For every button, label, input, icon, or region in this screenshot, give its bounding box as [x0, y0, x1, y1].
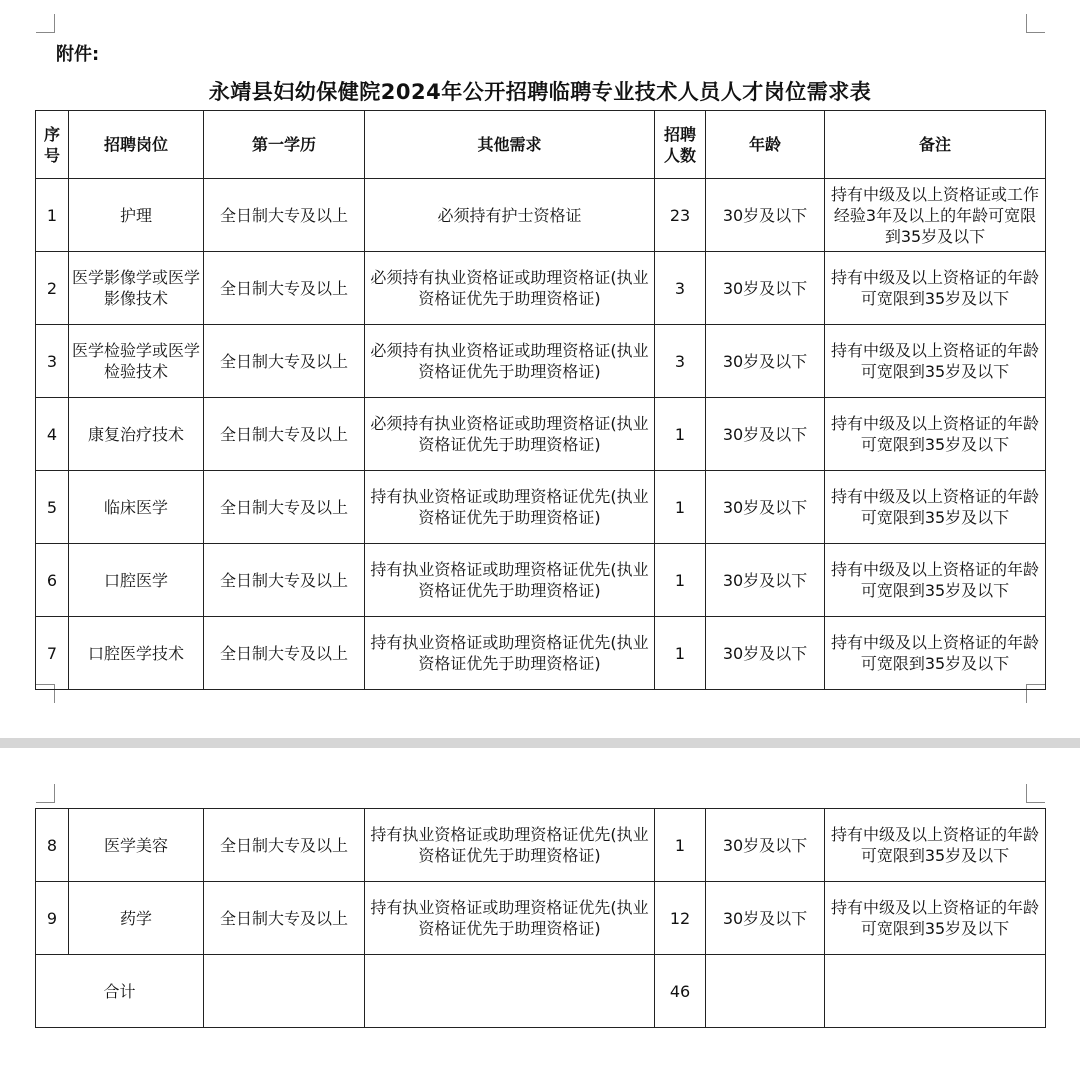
cell-count: 1: [655, 471, 706, 544]
cell-other: 必须持有执业资格证或助理资格证(执业资格证优先于助理资格证): [365, 325, 655, 398]
cell-count: 23: [655, 179, 706, 252]
cell-empty: [825, 955, 1046, 1028]
total-label: 合计: [36, 955, 204, 1028]
table-row: [36, 617, 1046, 690]
header-other-requirements: 其他需求: [365, 111, 655, 179]
cell-position: 口腔医学技术: [69, 617, 204, 690]
recruitment-table-continued: [35, 808, 1046, 1028]
cell-note: 持有中级及以上资格证的年龄可宽限到35岁及以下: [825, 325, 1046, 398]
cell-position: 临床医学: [69, 471, 204, 544]
cell-note: 持有中级及以上资格证的年龄可宽限到35岁及以下: [825, 882, 1046, 955]
header-education: 第一学历: [204, 111, 365, 179]
table-row: [36, 809, 1046, 882]
cell-count: 1: [655, 544, 706, 617]
header-age: 年龄: [706, 111, 825, 179]
cell-empty: [365, 955, 655, 1028]
cell-age: 30岁及以下: [706, 617, 825, 690]
cell-other: 持有执业资格证或助理资格证优先(执业资格证优先于助理资格证): [365, 471, 655, 544]
cell-note: 持有中级及以上资格证的年龄可宽限到35岁及以下: [825, 617, 1046, 690]
cell-note: 持有中级及以上资格证的年龄可宽限到35岁及以下: [825, 544, 1046, 617]
document-title: 永靖县妇幼保健院2024年公开招聘临聘专业技术人员人才岗位需求表: [208, 80, 872, 104]
page-separator: [0, 738, 1080, 748]
cell-empty: [204, 955, 365, 1028]
cell-age: 30岁及以下: [706, 544, 825, 617]
cell-count: 3: [655, 325, 706, 398]
cell-note: 持有中级及以上资格证的年龄可宽限到35岁及以下: [825, 471, 1046, 544]
cell-note: 持有中级及以上资格证或工作经验3年及以上的年龄可宽限到35岁及以下: [825, 179, 1046, 252]
recruitment-table: [35, 110, 1046, 690]
table-row: [36, 325, 1046, 398]
cell-education: 全日制大专及以上: [204, 179, 365, 252]
table-row: [36, 252, 1046, 325]
cell-count: 12: [655, 882, 706, 955]
cell-other: 持有执业资格证或助理资格证优先(执业资格证优先于助理资格证): [365, 882, 655, 955]
header-note: 备注: [825, 111, 1046, 179]
attachment-label: 附件:: [56, 44, 100, 65]
cell-age: 30岁及以下: [706, 809, 825, 882]
table-header-row: [36, 111, 1046, 179]
cell-seq: 7: [36, 617, 69, 690]
cell-education: 全日制大专及以上: [204, 882, 365, 955]
cell-position: 护理: [69, 179, 204, 252]
cell-count: 1: [655, 398, 706, 471]
cell-seq: 8: [36, 809, 69, 882]
cell-other: 持有执业资格证或助理资格证优先(执业资格证优先于助理资格证): [365, 544, 655, 617]
cell-count: 1: [655, 809, 706, 882]
cell-education: 全日制大专及以上: [204, 617, 365, 690]
cell-position: 康复治疗技术: [69, 398, 204, 471]
total-count: 46: [655, 955, 706, 1028]
cell-position: 医学检验学或医学检验技术: [69, 325, 204, 398]
cell-note: 持有中级及以上资格证的年龄可宽限到35岁及以下: [825, 809, 1046, 882]
cell-position: 医学影像学或医学影像技术: [69, 252, 204, 325]
cell-other: 必须持有执业资格证或助理资格证(执业资格证优先于助理资格证): [365, 252, 655, 325]
cell-note: 持有中级及以上资格证的年龄可宽限到35岁及以下: [825, 398, 1046, 471]
table-row: [36, 179, 1046, 252]
table-row: [36, 398, 1046, 471]
cell-age: 30岁及以下: [706, 471, 825, 544]
page-corner-mark: [1026, 14, 1045, 33]
cell-position: 口腔医学: [69, 544, 204, 617]
cell-empty: [706, 955, 825, 1028]
cell-age: 30岁及以下: [706, 252, 825, 325]
cell-position: 医学美容: [69, 809, 204, 882]
cell-other: 必须持有护士资格证: [365, 179, 655, 252]
header-position: 招聘岗位: [69, 111, 204, 179]
cell-education: 全日制大专及以上: [204, 471, 365, 544]
cell-education: 全日制大专及以上: [204, 252, 365, 325]
page-corner-mark: [36, 784, 55, 803]
table-row: [36, 882, 1046, 955]
cell-age: 30岁及以下: [706, 325, 825, 398]
cell-seq: 6: [36, 544, 69, 617]
cell-education: 全日制大专及以上: [204, 809, 365, 882]
cell-position: 药学: [69, 882, 204, 955]
table-total-row: [36, 955, 1046, 1028]
cell-seq: 3: [36, 325, 69, 398]
header-count: 招聘人数: [655, 111, 706, 179]
cell-seq: 9: [36, 882, 69, 955]
cell-seq: 5: [36, 471, 69, 544]
cell-count: 1: [655, 617, 706, 690]
cell-education: 全日制大专及以上: [204, 325, 365, 398]
page-corner-mark: [36, 14, 55, 33]
table-row: [36, 544, 1046, 617]
cell-age: 30岁及以下: [706, 398, 825, 471]
cell-age: 30岁及以下: [706, 882, 825, 955]
cell-seq: 4: [36, 398, 69, 471]
cell-seq: 1: [36, 179, 69, 252]
header-seq: 序号: [36, 111, 69, 179]
table-row: [36, 471, 1046, 544]
cell-note: 持有中级及以上资格证的年龄可宽限到35岁及以下: [825, 252, 1046, 325]
cell-education: 全日制大专及以上: [204, 544, 365, 617]
cell-other: 必须持有执业资格证或助理资格证(执业资格证优先于助理资格证): [365, 398, 655, 471]
cell-other: 持有执业资格证或助理资格证优先(执业资格证优先于助理资格证): [365, 809, 655, 882]
cell-education: 全日制大专及以上: [204, 398, 365, 471]
cell-seq: 2: [36, 252, 69, 325]
page-corner-mark: [1026, 784, 1045, 803]
cell-other: 持有执业资格证或助理资格证优先(执业资格证优先于助理资格证): [365, 617, 655, 690]
cell-count: 3: [655, 252, 706, 325]
cell-age: 30岁及以下: [706, 179, 825, 252]
